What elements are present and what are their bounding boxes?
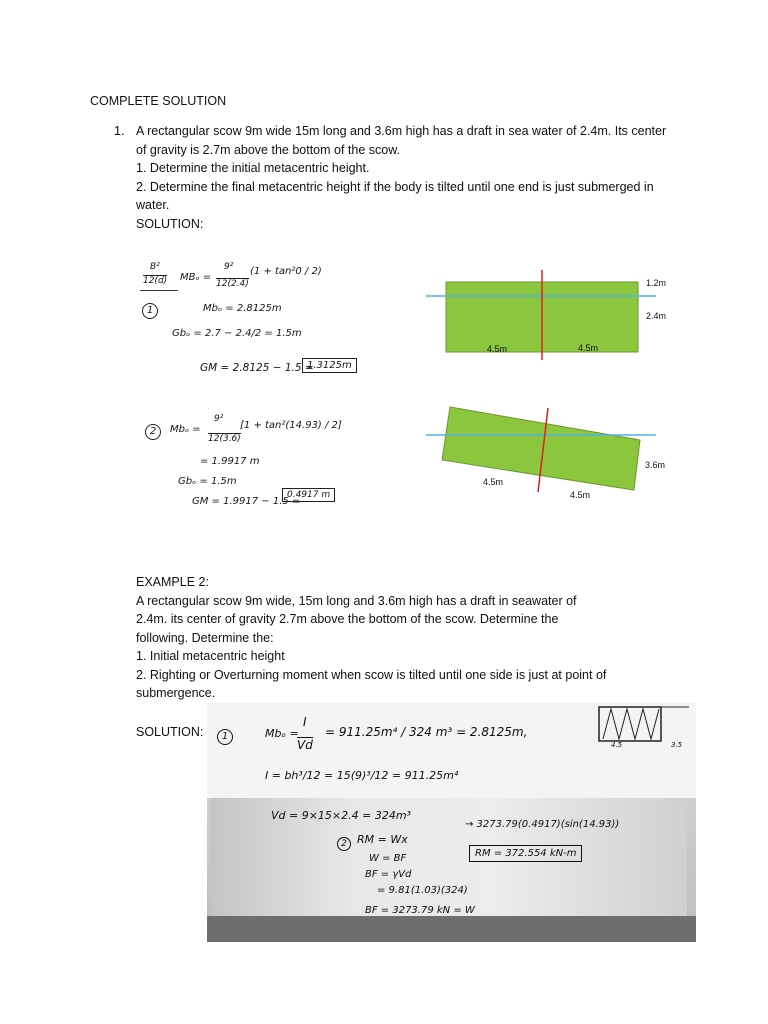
mbo-denominator: 12(2.4) bbox=[216, 279, 249, 289]
example2-title: EXAMPLE 2: bbox=[136, 575, 209, 589]
example2-line: A rectangular scow 9m wide, 15m long and 3.6m high has a draft in seawater of bbox=[136, 593, 577, 608]
mbo-numerator: 9² bbox=[224, 262, 234, 272]
board-rm-answer-box: RM = 372.554 kN-m bbox=[469, 845, 582, 862]
board-w: W = BF bbox=[369, 853, 407, 864]
example2-line: 2. Righting or Overturning moment when scow is tilted until one side is just at point of bbox=[136, 667, 607, 682]
tilted-height-label: 3.6m bbox=[645, 460, 666, 470]
mb-label: Mbₒ = bbox=[170, 424, 201, 435]
problem1-text bbox=[136, 122, 666, 233]
board-vd: Vd = 9×15×2.4 = 324m³ bbox=[271, 809, 411, 822]
mbo-tan-term: (1 + tan²0 / 2) bbox=[250, 266, 322, 277]
problem1-line: 2. Determine the final metacentric height if the body is tilted until one end is just submerged in bbox=[136, 179, 654, 194]
b-denominator: 12(d) bbox=[143, 276, 168, 286]
gm-answer-box: 1.3125m bbox=[302, 358, 357, 373]
mb-tan-term: [1 + tan²(14.93) / 2] bbox=[240, 420, 342, 431]
board-sketch-label-a: 4.5 bbox=[611, 741, 623, 749]
problem1-line: A rectangular scow 9m wide 15m long and 3.6m high has a draft in sea water of 2.4m. Its center bbox=[136, 124, 667, 138]
upright-right-half-label: 4.5m bbox=[578, 343, 599, 353]
board-mbo-label: Mbₒ = bbox=[265, 727, 299, 740]
example2-line: 2.4m. its center of gravity 2.7m above the bottom of the scow. Determine the bbox=[136, 612, 559, 626]
problem1-line: of gravity is 2.7m above the bottom of the scow. bbox=[136, 142, 401, 157]
whiteboard-frame bbox=[207, 916, 696, 942]
b-squared: B² bbox=[150, 262, 160, 272]
board-rm: RM = Wx bbox=[357, 833, 408, 846]
upright-draft-label: 2.4m bbox=[646, 311, 667, 321]
board-step-circle-2: 2 bbox=[337, 837, 351, 851]
gm2-equation: GM = 1.9917 − 1.5 = bbox=[192, 496, 301, 507]
gm-equation: GM = 2.8125 − 1.5 = bbox=[200, 362, 314, 374]
board-mbo-denominator: Vd bbox=[297, 738, 313, 752]
board-mbo-equation: = 911.25m⁴ / 324 m³ = 2.8125m, bbox=[325, 725, 528, 739]
whiteboard-photo bbox=[207, 703, 696, 942]
upright-left-half-label: 4.5m bbox=[487, 344, 508, 354]
mbo-label: MBₒ = bbox=[180, 272, 212, 283]
example2-line: 1. Initial metacentric height bbox=[136, 649, 285, 663]
tilted-hull bbox=[442, 407, 640, 490]
board-sketch-hatch bbox=[603, 709, 659, 739]
example2-block bbox=[136, 573, 606, 703]
gm2-answer-box: 0.4917 m bbox=[282, 488, 335, 502]
board-bf: BF = γVd bbox=[365, 869, 412, 880]
gbo-equation: Gbₒ = 2.7 − 2.4/2 = 1.5m bbox=[172, 328, 302, 339]
solution-label: SOLUTION: bbox=[136, 216, 204, 231]
mb-numerator: 9² bbox=[214, 414, 224, 424]
example2-line: following. Determine the: bbox=[136, 630, 274, 645]
board-inertia: I = bh³/12 = 15(9)³/12 = 911.25m⁴ bbox=[265, 769, 459, 782]
example2-solution-label: SOLUTION: bbox=[136, 725, 204, 739]
upright-freeboard-label: 1.2m bbox=[646, 278, 667, 288]
board-mbo-numerator: I bbox=[303, 715, 307, 729]
upright-scow-svg bbox=[420, 262, 680, 362]
mb-denominator: 12(3.6) bbox=[208, 434, 241, 444]
problem-number: 1. bbox=[114, 124, 125, 138]
board-bf-result: BF = 3273.79 kN = W bbox=[365, 905, 475, 916]
mb-result: = 1.9917 m bbox=[200, 456, 260, 467]
board-step-circle-1: 1 bbox=[217, 729, 233, 745]
board-bf-sub: = 9.81(1.03)(324) bbox=[377, 885, 468, 896]
arrow-underline bbox=[140, 290, 178, 291]
page-heading: COMPLETE SOLUTION bbox=[90, 94, 227, 108]
tilted-right-half-label: 4.5m bbox=[570, 490, 591, 500]
tilted-left-half-label: 4.5m bbox=[483, 477, 504, 487]
problem1-line: water. bbox=[136, 198, 170, 212]
step-circle-2: 2 bbox=[145, 424, 161, 440]
example2-line: submergence. bbox=[136, 686, 216, 700]
board-rm-substitution: → 3273.79(0.4917)(sin(14.93)) bbox=[465, 819, 620, 830]
board-sketch-label-b: 3.5 bbox=[671, 741, 683, 749]
gbo-2: Gbₒ = 1.5m bbox=[178, 476, 237, 487]
problem1-line: 1. Determine the initial metacentric height. bbox=[136, 161, 370, 175]
tilted-scow-svg bbox=[420, 400, 680, 500]
mbo-result: Mbₒ = 2.8125m bbox=[203, 303, 282, 314]
step-circle-1: 1 bbox=[142, 303, 158, 319]
